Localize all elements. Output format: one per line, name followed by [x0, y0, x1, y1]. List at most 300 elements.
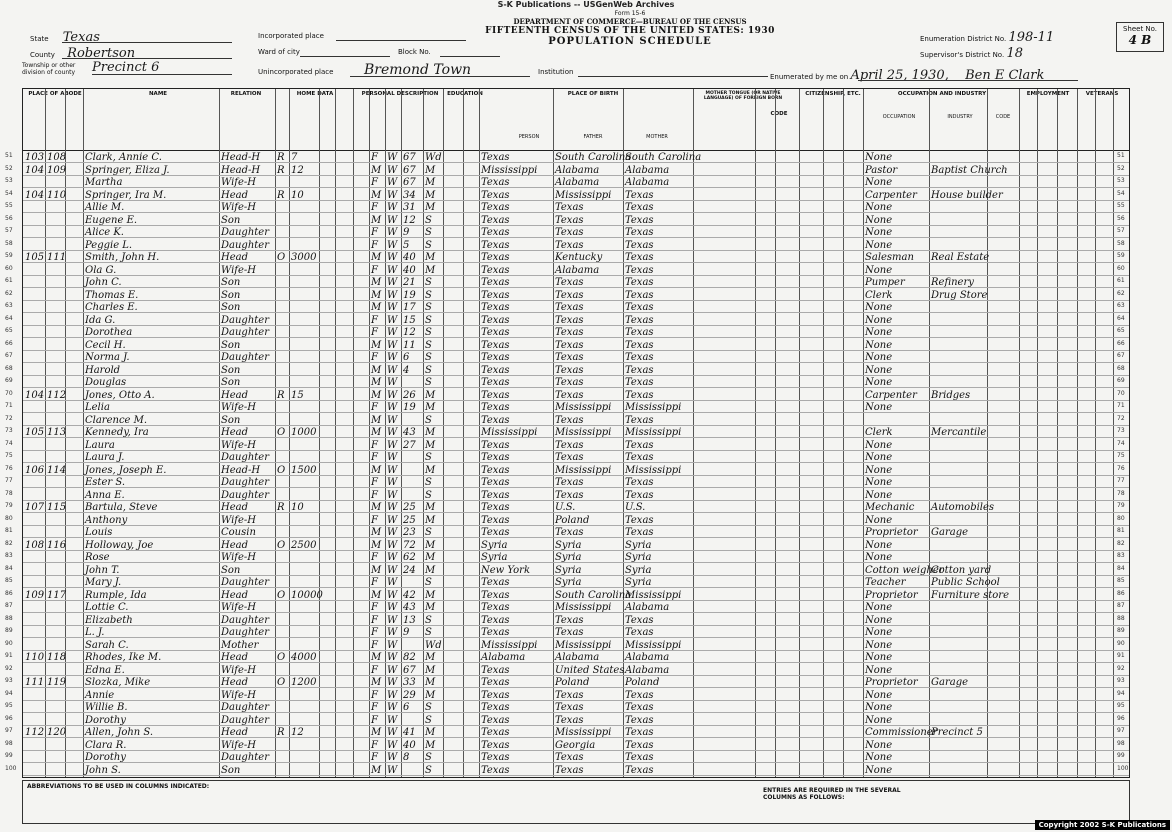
cell-occ: None	[865, 264, 893, 276]
cell-rel: Daughter	[221, 614, 269, 626]
footer-abbrev: ABBREVIATIONS TO BE USED IN COLUMNS INDICATED:	[27, 783, 210, 790]
cell-name: Dorothy	[85, 752, 126, 763]
table-row	[5, 327, 1129, 338]
cell-dw: 107	[25, 502, 45, 513]
cell-name: Charles E.	[85, 302, 138, 313]
cell-fbp: Texas	[555, 289, 584, 301]
line-number-right: 60	[1117, 264, 1125, 272]
line-number: 81	[5, 527, 13, 534]
line-number: 75	[5, 452, 13, 459]
cell-sex: F	[371, 614, 378, 626]
cell-occ: None	[865, 314, 893, 326]
cell-race: W	[387, 714, 398, 726]
cell-ms: M	[425, 464, 436, 476]
cell-sex: F	[371, 152, 378, 163]
cell-race: W	[387, 189, 398, 201]
cell-own: O	[277, 539, 286, 551]
line-number: 64	[5, 314, 13, 322]
table-row	[5, 252, 1129, 263]
cell-name: Slozka, Mike	[85, 677, 151, 688]
cell-bp: Texas	[481, 589, 510, 601]
cell-race: W	[387, 414, 398, 426]
cell-ind: Real Estate	[931, 252, 990, 263]
cell-mbp: Texas	[625, 214, 654, 226]
cell-age: 12	[403, 214, 416, 226]
cell-own: R	[277, 389, 285, 401]
cell-fbp: Texas	[555, 214, 584, 226]
cell-fbp: Texas	[555, 689, 584, 701]
cell-sex: M	[371, 214, 382, 226]
line-number: 87	[5, 602, 13, 609]
cell-ms: M	[425, 739, 436, 751]
cell-sex: F	[371, 239, 378, 251]
cell-sex: F	[371, 314, 378, 326]
cell-mbp: U.S.	[625, 502, 646, 513]
cell-mbp: Texas	[625, 414, 654, 426]
line-number-right: 76	[1117, 464, 1125, 472]
cell-sex: F	[371, 739, 378, 751]
cell-sex: M	[371, 727, 382, 738]
line-number-right: 75	[1117, 452, 1125, 459]
cell-race: W	[387, 314, 398, 326]
line-number: 78	[5, 489, 13, 497]
line-number: 79	[5, 502, 13, 509]
cell-fbp: United States	[555, 664, 625, 676]
cell-occ: None	[865, 214, 893, 226]
state-field: State Texas	[30, 30, 100, 45]
cell-mbp: Mississippi	[625, 639, 682, 651]
cell-fam: 110	[47, 189, 67, 201]
institution-label: Institution	[538, 68, 574, 76]
line-number-right: 100	[1117, 764, 1129, 772]
cell-mbp: Syria	[625, 552, 652, 563]
cell-rel: Son	[221, 764, 241, 776]
cell-age: 19	[403, 402, 416, 413]
cell-rel: Daughter	[221, 227, 269, 238]
cell-ms: M	[425, 502, 436, 513]
cell-ind: Garage	[931, 677, 969, 688]
copyright: Copyright 2002 S-K Publications	[1035, 820, 1170, 830]
line-number: 59	[5, 252, 13, 259]
line-number-right: 58	[1117, 239, 1125, 247]
cell-dw: 104	[25, 164, 45, 176]
cell-mbp: Texas	[625, 714, 654, 726]
cell-bp: Texas	[481, 389, 510, 401]
line-number: 69	[5, 377, 13, 384]
cell-rel: Daughter	[221, 452, 269, 463]
cell-own: O	[277, 427, 286, 438]
group-personal: PERSONAL DESCRIPTION	[361, 91, 439, 97]
cell-mbp: Alabama	[625, 664, 670, 676]
table-row	[5, 727, 1129, 738]
cell-name: Allen, John S.	[85, 727, 154, 738]
cell-rel: Head	[221, 589, 249, 601]
cell-name: Clark, Annie C.	[85, 152, 162, 163]
cell-bp: Texas	[481, 377, 510, 388]
cell-sex: F	[371, 227, 378, 238]
line-number-right: 65	[1117, 327, 1125, 334]
cell-mbp: South Carolina	[625, 152, 702, 163]
cell-occ: None	[865, 464, 893, 476]
cell-bp: Texas	[481, 302, 510, 313]
cell-name: Rose	[85, 552, 110, 563]
cell-fbp: Texas	[555, 202, 584, 213]
cell-name: Douglas	[85, 377, 127, 388]
line-number-right: 79	[1117, 502, 1125, 509]
cell-sex: M	[371, 189, 382, 201]
cell-occ: None	[865, 489, 893, 501]
cell-occ: None	[865, 739, 893, 751]
line-number-right: 54	[1117, 189, 1125, 197]
sup-district-field: Supervisor's District No. 18	[920, 46, 1023, 61]
block-label: Block No.	[398, 48, 431, 56]
cell-occ: Clerk	[865, 289, 893, 301]
cell-bp: Texas	[481, 689, 510, 701]
table-row	[5, 714, 1129, 726]
cell-fbp: Mississippi	[555, 189, 612, 201]
cell-occ: None	[865, 764, 893, 776]
line-number-right: 73	[1117, 427, 1125, 434]
cell-ms: S	[425, 314, 432, 326]
cell-val: 1200	[291, 677, 317, 688]
cell-bp: Texas	[481, 502, 510, 513]
cell-mbp: Alabama	[625, 164, 670, 176]
table-row	[5, 227, 1129, 238]
cell-age: 27	[403, 439, 416, 451]
line-number-right: 83	[1117, 552, 1125, 559]
cell-sex: F	[371, 439, 378, 451]
cell-rel: Head-H	[221, 464, 261, 476]
cell-race: W	[387, 277, 398, 288]
cell-rel: Head-H	[221, 164, 261, 176]
cell-name: Anna E.	[85, 489, 125, 501]
cell-occ: None	[865, 627, 893, 638]
cell-rel: Son	[221, 364, 241, 376]
cell-rel: Wife-H	[221, 664, 257, 676]
cell-sex: F	[371, 627, 378, 638]
cell-sex: F	[371, 514, 378, 526]
table-row	[5, 402, 1129, 413]
line-number: 91	[5, 652, 13, 659]
cell-name: Edna E.	[85, 664, 125, 676]
cell-age: 62	[403, 552, 416, 563]
cell-rel: Daughter	[221, 627, 269, 638]
cell-race: W	[387, 439, 398, 451]
cell-mbp: Poland	[625, 677, 660, 688]
line-number: 73	[5, 427, 13, 434]
cell-race: W	[387, 702, 398, 713]
cell-race: W	[387, 302, 398, 313]
cell-bp: Texas	[481, 464, 510, 476]
cell-fam: 120	[47, 727, 67, 738]
township-label: Township or other division of county	[22, 62, 76, 76]
cell-ms: M	[425, 439, 436, 451]
line-number: 63	[5, 302, 13, 309]
cell-mbp: Texas	[625, 252, 654, 263]
cell-age: 72	[403, 539, 416, 551]
cell-race: W	[387, 452, 398, 463]
cell-race: W	[387, 164, 398, 176]
cell-occ: None	[865, 439, 893, 451]
cell-val: 1000	[291, 427, 317, 438]
cell-mbp: Syria	[625, 564, 652, 576]
cell-fbp: Syria	[555, 564, 582, 576]
cell-mbp: Syria	[625, 539, 652, 551]
cell-race: W	[387, 564, 398, 576]
cell-occ: None	[865, 452, 893, 463]
cell-fbp: Texas	[555, 239, 584, 251]
cell-rel: Wife-H	[221, 514, 257, 526]
cell-rel: Wife-H	[221, 689, 257, 701]
cell-mbp: Texas	[625, 727, 654, 738]
cell-sex: M	[371, 464, 382, 476]
cell-own: R	[277, 502, 285, 513]
table-row	[5, 302, 1129, 313]
cell-race: W	[387, 352, 398, 363]
cell-ind: Cotton yard	[931, 564, 992, 576]
cell-ms: S	[425, 702, 432, 713]
cell-mbp: Texas	[625, 314, 654, 326]
line-number: 77	[5, 477, 13, 484]
cell-bp: Texas	[481, 227, 510, 238]
cell-race: W	[387, 552, 398, 563]
cell-fbp: Texas	[555, 452, 584, 463]
cell-ms: S	[425, 289, 432, 301]
cell-fbp: Mississippi	[555, 639, 612, 651]
cell-sex: M	[371, 252, 382, 263]
cell-occ: None	[865, 477, 893, 488]
cell-bp: Texas	[481, 289, 510, 301]
cell-age: 42	[403, 589, 416, 601]
line-number-right: 77	[1117, 477, 1125, 484]
group-relation: RELATION	[230, 91, 262, 97]
cell-bp: Texas	[481, 714, 510, 726]
line-number-right: 55	[1117, 202, 1125, 209]
cell-name: Alice K.	[85, 227, 124, 238]
cell-sex: M	[371, 564, 382, 576]
group-abode: PLACE OF ABODE	[28, 91, 82, 97]
cell-name: Bartula, Steve	[85, 502, 158, 513]
line-number: 85	[5, 577, 13, 584]
line-number: 67	[5, 352, 13, 359]
group-birth: PLACE OF BIRTH	[567, 91, 619, 97]
cell-bp: Texas	[481, 739, 510, 751]
table-row	[5, 339, 1129, 351]
cell-val: 4000	[291, 652, 317, 663]
cell-bp: Texas	[481, 314, 510, 326]
group-citizenship: CITIZENSHIP, ETC.	[805, 91, 861, 97]
cell-ms: M	[425, 177, 436, 188]
cell-fam: 111	[47, 252, 67, 263]
cell-age: 4	[403, 364, 410, 376]
cell-race: W	[387, 652, 398, 663]
cell-mbp: Texas	[625, 439, 654, 451]
cell-race: W	[387, 152, 398, 163]
cell-name: Anthony	[85, 514, 128, 526]
cell-ms: M	[425, 252, 436, 263]
cell-age: 24	[403, 564, 416, 576]
cell-bp: Mississippi	[481, 427, 538, 438]
cell-name: Jones, Otto A.	[85, 389, 155, 401]
cell-sex: F	[371, 552, 378, 563]
cell-occ: Pastor	[865, 164, 898, 176]
cell-ms: M	[425, 727, 436, 738]
cell-ms: S	[425, 614, 432, 626]
cell-rel: Daughter	[221, 752, 269, 763]
cell-bp: Texas	[481, 277, 510, 288]
line-number: 93	[5, 677, 13, 684]
cell-fam: 119	[47, 677, 67, 688]
cell-val: 12	[291, 727, 304, 738]
cell-age: 8	[403, 752, 410, 763]
table-row	[5, 739, 1129, 751]
cell-race: W	[387, 764, 398, 776]
cell-ind: Public School	[931, 577, 1000, 588]
cell-name: Jones, Joseph E.	[85, 464, 167, 476]
line-number: 99	[5, 752, 13, 759]
line-number-right: 68	[1117, 364, 1125, 372]
cell-ms: S	[425, 352, 432, 363]
cell-race: W	[387, 289, 398, 301]
cell-mbp: Texas	[625, 227, 654, 238]
cell-sex: M	[371, 677, 382, 688]
cell-bp: Texas	[481, 514, 510, 526]
cell-rel: Head	[221, 427, 249, 438]
cell-fbp: Mississippi	[555, 602, 612, 613]
cell-age: 23	[403, 527, 416, 538]
cell-age: 21	[403, 277, 416, 288]
line-number-right: 67	[1117, 352, 1125, 359]
cell-bp: Texas	[481, 327, 510, 338]
cell-fbp: Texas	[555, 702, 584, 713]
cell-occ: None	[865, 339, 893, 351]
cell-sex: F	[371, 664, 378, 676]
cell-ms: S	[425, 302, 432, 313]
cell-occ: None	[865, 702, 893, 713]
cell-bp: Mississippi	[481, 639, 538, 651]
cell-fbp: U.S.	[555, 502, 576, 513]
cell-age: 11	[403, 339, 416, 351]
cell-sex: M	[371, 389, 382, 401]
cell-sex: F	[371, 402, 378, 413]
enum-district-field: Enumeration District No. 198-11	[920, 30, 1055, 45]
line-number: 88	[5, 614, 13, 622]
cell-age: 6	[403, 352, 410, 363]
cell-fbp: Texas	[555, 277, 584, 288]
cell-rel: Son	[221, 214, 241, 226]
cell-sex: F	[371, 264, 378, 276]
cell-race: W	[387, 464, 398, 476]
cell-mbp: Alabama	[625, 652, 670, 663]
line-number-right: 71	[1117, 402, 1125, 409]
line-number: 58	[5, 239, 13, 247]
cell-ms: M	[425, 552, 436, 563]
cell-fbp: Texas	[555, 439, 584, 451]
cell-race: W	[387, 214, 398, 226]
cell-race: W	[387, 527, 398, 538]
cell-fbp: Syria	[555, 577, 582, 588]
table-row	[5, 577, 1129, 588]
cell-ms: S	[425, 452, 432, 463]
cell-sex: M	[371, 589, 382, 601]
cell-fbp: Texas	[555, 714, 584, 726]
line-number: 83	[5, 552, 13, 559]
cell-val: 3000	[291, 252, 317, 263]
cell-occ: None	[865, 602, 893, 613]
subhead-industry: INDUSTRY	[947, 114, 973, 120]
cell-bp: Texas	[481, 364, 510, 376]
cell-name: John S.	[85, 764, 121, 776]
cell-occ: None	[865, 639, 893, 651]
cell-ms: M	[425, 652, 436, 663]
cell-bp: Texas	[481, 702, 510, 713]
cell-name: Rhodes, Ike M.	[85, 652, 162, 663]
line-number: 52	[5, 164, 13, 172]
table-row	[5, 639, 1129, 651]
cell-dw: 104	[25, 189, 45, 201]
cell-dw: 105	[25, 427, 45, 438]
cell-ms: S	[425, 277, 432, 288]
table-row	[5, 514, 1129, 526]
cell-ms: S	[425, 227, 432, 238]
cell-bp: Texas	[481, 202, 510, 213]
cell-race: W	[387, 252, 398, 263]
cell-name: Allie M.	[85, 202, 125, 213]
cell-occ: Commissioner	[865, 727, 938, 738]
cell-bp: Texas	[481, 614, 510, 626]
table-row	[5, 652, 1129, 663]
cell-age: 82	[403, 652, 416, 663]
cell-own: O	[277, 589, 286, 601]
cell-rel: Wife-H	[221, 739, 257, 751]
line-number-right: 72	[1117, 414, 1125, 422]
line-number: 66	[5, 339, 13, 347]
cell-name: Lottie C.	[85, 602, 129, 613]
cell-sex: M	[371, 364, 382, 376]
cell-race: W	[387, 489, 398, 501]
cell-fbp: Texas	[555, 614, 584, 626]
line-number: 92	[5, 664, 13, 672]
cell-occ: None	[865, 202, 893, 213]
cell-occ: Proprietor	[865, 527, 918, 538]
cell-age: 19	[403, 289, 416, 301]
cell-ms: S	[425, 527, 432, 538]
cell-occ: None	[865, 377, 893, 388]
cell-bp: Texas	[481, 477, 510, 488]
line-number-right: 91	[1117, 652, 1125, 659]
cell-ms: S	[425, 752, 432, 763]
cell-val: 7	[291, 152, 298, 163]
cell-race: W	[387, 752, 398, 763]
cell-occ: Cotton weigher	[865, 564, 944, 576]
cell-name: Cecil H.	[85, 339, 126, 351]
cell-occ: None	[865, 239, 893, 251]
cell-ms: Wd	[425, 152, 442, 163]
cell-fbp: Syria	[555, 552, 582, 563]
cell-dw: 112	[25, 727, 45, 738]
cell-race: W	[387, 514, 398, 526]
line-number-right: 53	[1117, 177, 1125, 184]
cell-occ: Teacher	[865, 577, 906, 588]
cell-mbp: Alabama	[625, 177, 670, 188]
cell-occ: None	[865, 352, 893, 363]
cell-ms: S	[425, 364, 432, 376]
cell-bp: New York	[481, 564, 530, 576]
cell-bp: Texas	[481, 664, 510, 676]
line-number-right: 57	[1117, 227, 1125, 234]
cell-fbp: Texas	[555, 764, 584, 776]
cell-age: 67	[403, 177, 416, 188]
